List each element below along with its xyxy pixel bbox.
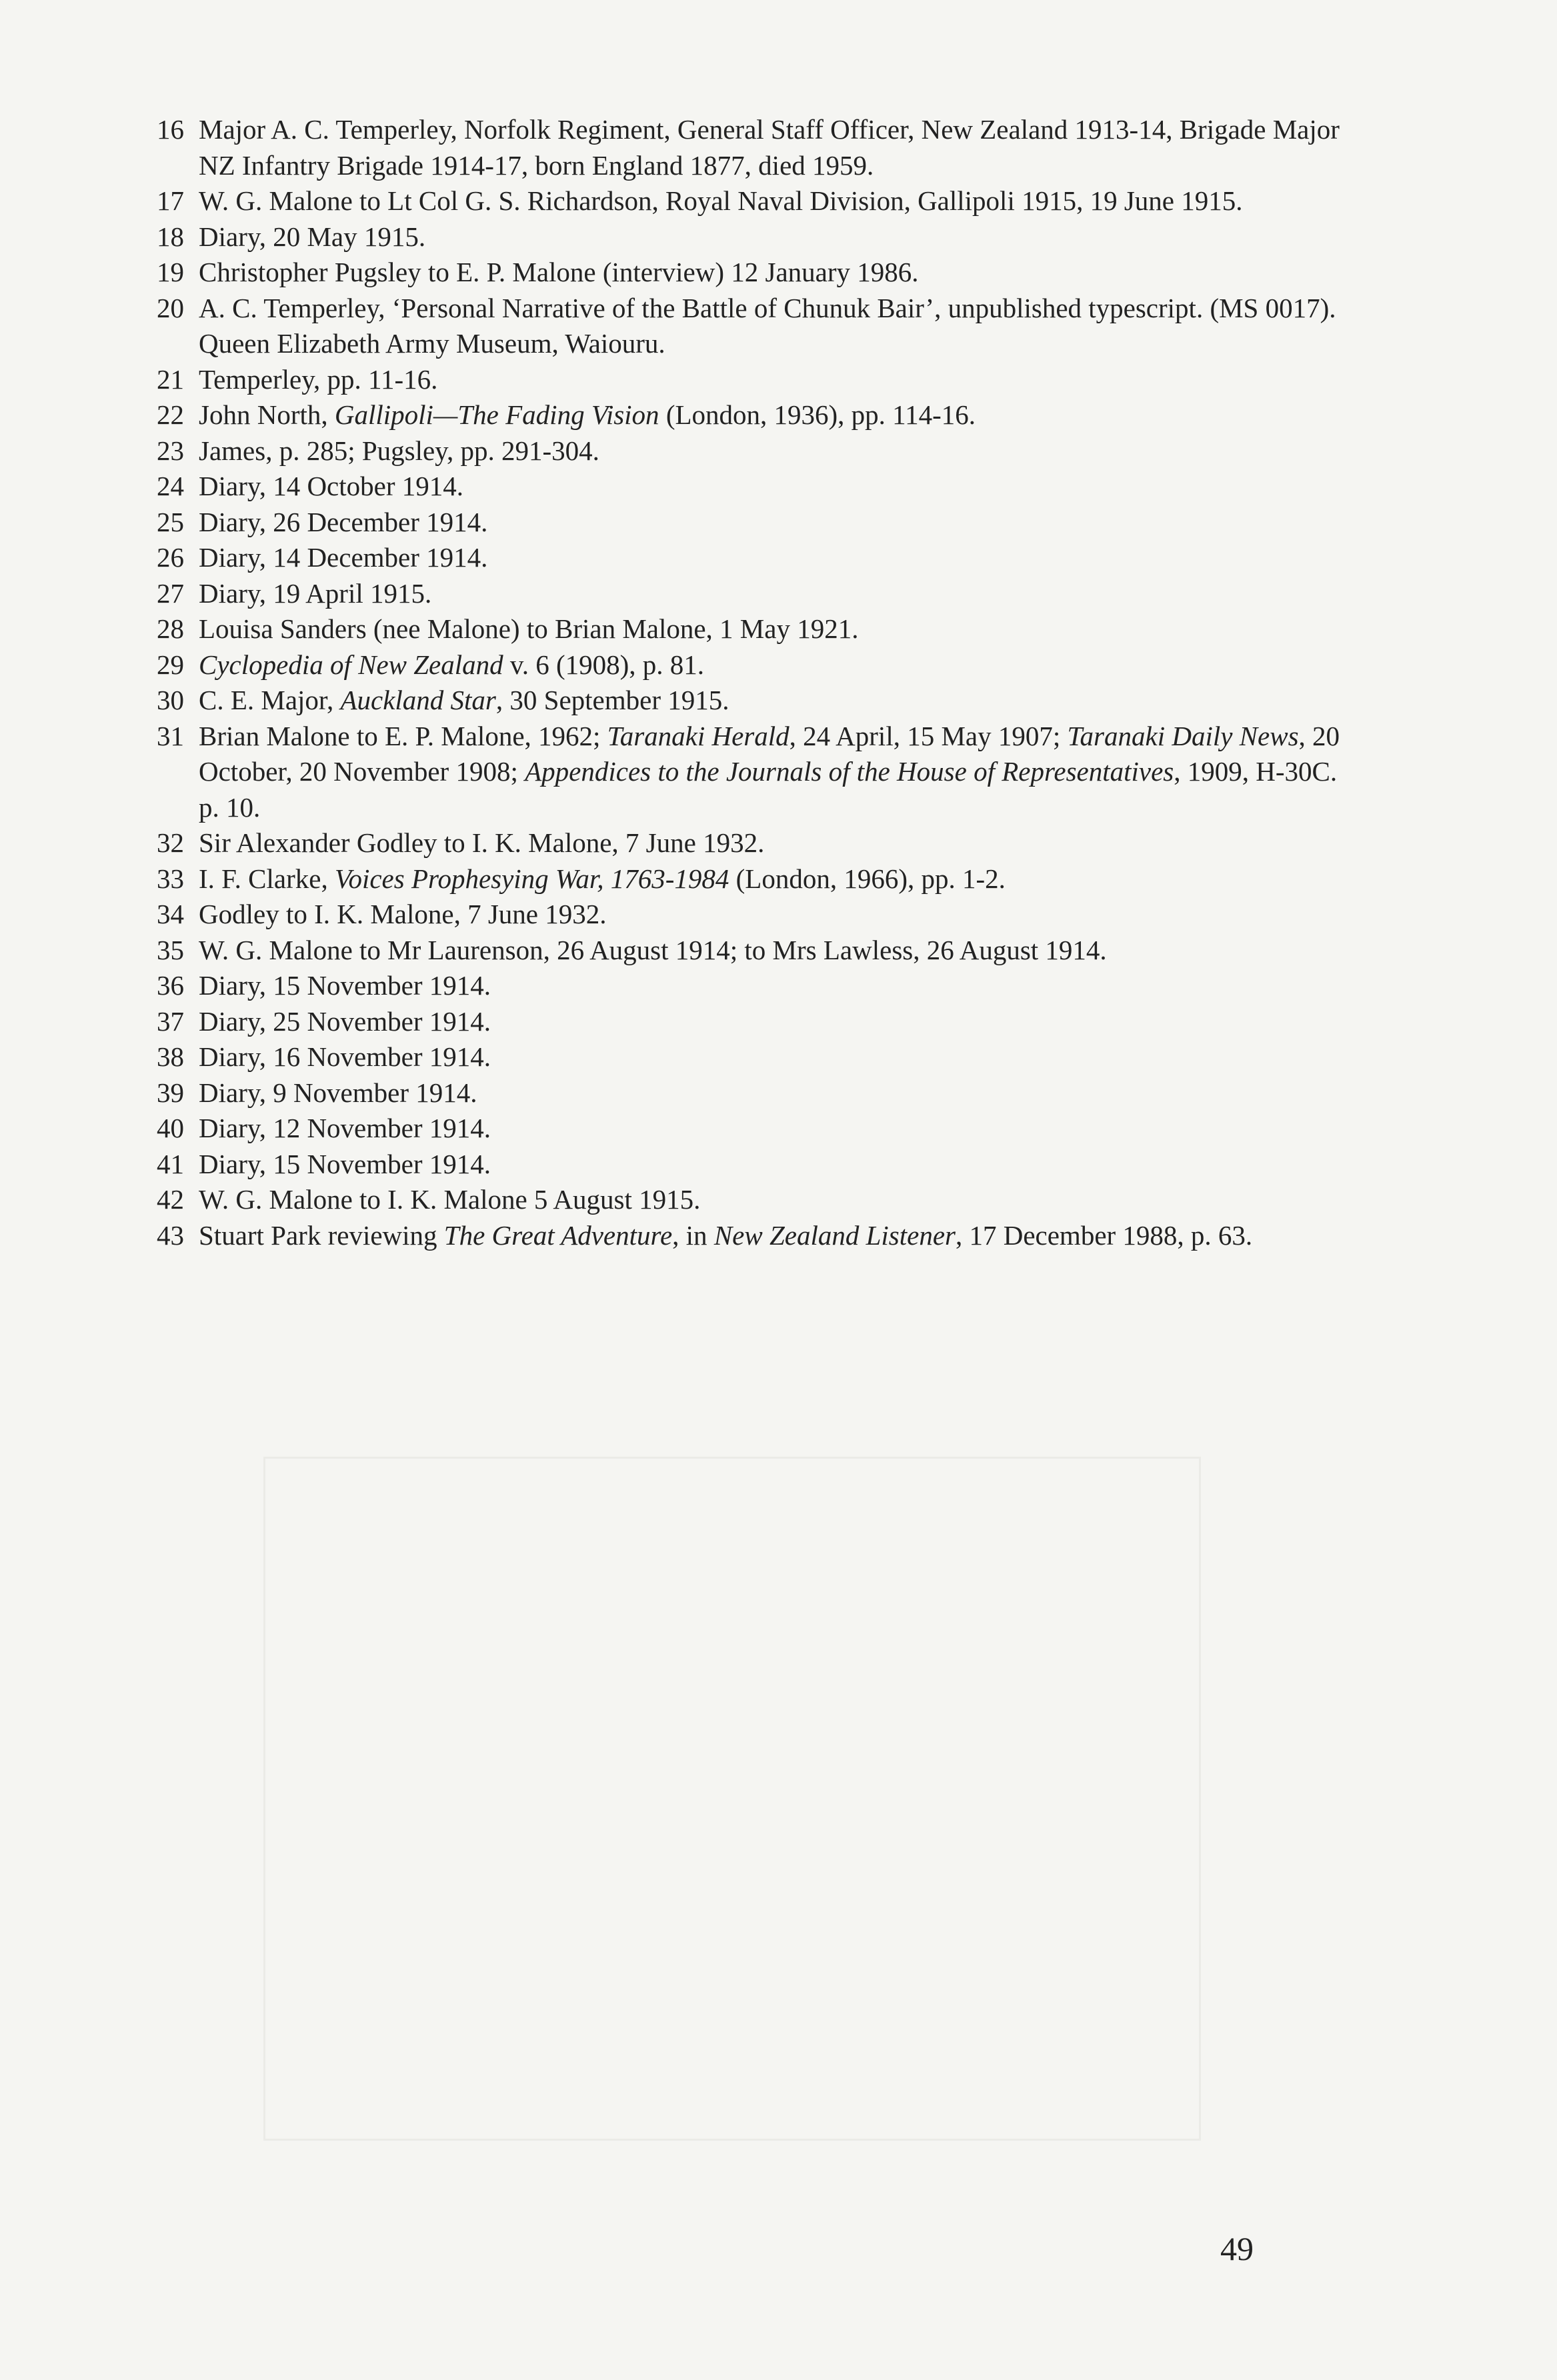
endnote-text	[199, 221, 425, 252]
endnote-number: 43	[157, 1219, 184, 1251]
endnote-text	[199, 185, 1243, 216]
endnote-text-segment: (London, 1936), pp. 114-16.	[659, 399, 976, 430]
endnote-number: 31	[157, 720, 184, 751]
endnote-italic-title: Appendices to the Journals of the House of Representatives	[525, 756, 1174, 787]
endnote-text-segment: W. G. Malone to Mr Laurenson, 26 August 1914; to Mrs Lawless, 26 August 1914.	[199, 934, 1107, 965]
endnote-number: 21	[157, 363, 184, 395]
endnote-italic-title: Cyclopedia of New Zealand	[199, 649, 503, 680]
endnote-number: 35	[157, 934, 184, 965]
endnote-number: 17	[157, 185, 184, 216]
endnote-text	[199, 399, 976, 430]
endnote-34	[157, 897, 1357, 933]
endnote-italic-title: The Great Adventure	[443, 1219, 673, 1251]
endnote-text	[199, 1041, 491, 1072]
endnote-23	[157, 433, 1357, 469]
endnote-text-segment: Diary, 25 November 1914.	[199, 1005, 491, 1037]
endnote-text	[199, 863, 1006, 894]
endnote-text-segment: Diary, 26 December 1914.	[199, 506, 488, 537]
endnote-text	[199, 649, 704, 680]
endnote-text-segment: W. G. Malone to Lt Col G. S. Richardson, Royal Naval Division, Gallipoli 1915, 19 June 1915.	[199, 185, 1243, 216]
endnote-number: 33	[157, 863, 184, 894]
endnote-17	[157, 183, 1357, 219]
endnote-text-segment: I. F. Clarke,	[199, 863, 335, 894]
endnote-text	[199, 1006, 491, 1037]
endnote-number: 26	[157, 542, 184, 573]
endnote-number: 29	[157, 649, 184, 680]
endnote-number: 24	[157, 471, 184, 501]
endnote-text-segment: Christopher Pugsley to E. P. Malone (interview) 12 January 1986.	[199, 257, 919, 287]
endnote-41	[157, 1147, 1357, 1183]
endnote-text-segment: A. C. Temperley, ‘Personal Narrative of the Battle of Chunuk Bair’, unpublished typescript. (MS 0017). Queen Elizabeth Army Museum, Waiouru.	[199, 292, 1336, 359]
endnote-text-segment: , in	[672, 1219, 714, 1251]
endnote-31	[157, 719, 1357, 826]
endnote-number: 37	[157, 1005, 184, 1037]
endnote-text-segment: Stuart Park reviewing	[199, 1219, 444, 1251]
endnote-text-segment: Diary, 16 November 1914.	[199, 1041, 491, 1072]
endnote-text	[199, 1149, 491, 1179]
endnote-21	[157, 362, 1357, 398]
endnote-42	[157, 1182, 1357, 1218]
endnote-text	[199, 114, 1340, 181]
endnote-text-segment: W. G. Malone to I. K. Malone 5 August 1915.	[199, 1184, 701, 1215]
endnote-italic-title: Taranaki Herald	[607, 720, 790, 751]
endnote-italic-title: Taranaki Daily News	[1067, 720, 1299, 751]
endnote-38	[157, 1039, 1357, 1075]
endnote-18	[157, 219, 1357, 255]
endnote-text-segment: Louisa Sanders (nee Malone) to Brian Malone, 1 May 1921.	[199, 613, 859, 644]
endnote-number: 22	[157, 399, 184, 430]
endnote-text	[199, 721, 1340, 823]
endnote-19	[157, 255, 1357, 291]
endnote-30	[157, 683, 1357, 719]
endnote-text-segment: Diary, 15 November 1914.	[199, 970, 491, 1001]
endnote-number: 36	[157, 970, 184, 1001]
endnote-number: 23	[157, 435, 184, 466]
endnote-text-segment: Diary, 15 November 1914.	[199, 1148, 491, 1179]
endnote-32	[157, 825, 1357, 861]
endnote-16	[157, 112, 1357, 183]
endnote-number: 38	[157, 1041, 184, 1072]
endnote-text	[199, 613, 858, 644]
endnote-text-segment: Sir Alexander Godley to I. K. Malone, 7 June 1932.	[199, 827, 765, 858]
endnote-text	[199, 542, 487, 573]
endnote-text-segment: Diary, 9 November 1914.	[199, 1077, 477, 1108]
endnote-italic-title: Gallipoli—The Fading Vision	[334, 399, 659, 430]
endnote-text-segment: Major A. C. Temperley, Norfolk Regiment, General Staff Officer, New Zealand 1913-14, Brigade Major NZ Infantry Brigade 1914-17, born England 1877, died 1959.	[199, 114, 1340, 181]
endnote-29	[157, 647, 1357, 683]
endnote-text-segment: , 17 December 1988, p. 63.	[955, 1219, 1253, 1251]
endnote-number: 39	[157, 1077, 184, 1108]
endnote-text-segment: , 30 September 1915.	[495, 685, 729, 715]
endnote-text-segment: C. E. Major,	[199, 685, 341, 715]
endnote-text	[199, 899, 607, 929]
endnote-25	[157, 505, 1357, 541]
endnote-text	[199, 471, 463, 501]
endnote-20	[157, 291, 1357, 362]
endnote-28	[157, 611, 1357, 647]
endnote-italic-title: Voices Prophesying War, 1763-1984	[334, 863, 729, 894]
endnote-text	[199, 1077, 477, 1108]
endnote-number: 41	[157, 1148, 184, 1179]
endnote-text	[199, 1113, 491, 1143]
endnote-number: 28	[157, 613, 184, 644]
show-through-box	[263, 1457, 1201, 2141]
endnote-text	[199, 935, 1107, 965]
endnote-text-segment: Diary, 14 October 1914.	[199, 471, 463, 501]
endnote-24	[157, 469, 1357, 505]
endnote-text	[199, 293, 1336, 359]
endnote-number: 42	[157, 1184, 184, 1215]
endnote-43	[157, 1218, 1357, 1254]
endnote-text-segment: Godley to I. K. Malone, 7 June 1932.	[199, 899, 607, 929]
endnote-italic-title: New Zealand Listener	[713, 1219, 956, 1251]
endnote-text-segment: Diary, 12 November 1914.	[199, 1113, 491, 1143]
endnote-39	[157, 1075, 1357, 1111]
endnote-italic-title: Auckland Star	[340, 685, 496, 715]
endnote-number: 16	[157, 114, 184, 145]
endnote-text-segment: Brian Malone to E. P. Malone, 1962;	[199, 720, 607, 751]
endnote-text-segment: , 1909, H-30C. p. 10.	[199, 756, 1338, 823]
endnote-number: 20	[157, 292, 184, 323]
endnote-number: 32	[157, 827, 184, 858]
endnote-text	[199, 435, 599, 466]
endnote-36	[157, 968, 1357, 1004]
endnote-text-segment: , 24 April, 15 May 1907;	[789, 720, 1068, 751]
endnote-text	[199, 1220, 1252, 1251]
endnote-number: 18	[157, 221, 184, 252]
endnote-text	[199, 507, 487, 537]
endnote-number: 30	[157, 685, 184, 715]
endnote-22	[157, 397, 1357, 433]
endnote-number: 19	[157, 257, 184, 287]
endnote-text-segment: Diary, 14 December 1914.	[199, 542, 488, 573]
endnote-text	[199, 257, 919, 287]
endnote-text-segment: v. 6 (1908), p. 81.	[503, 649, 705, 680]
endnote-number: 34	[157, 899, 184, 929]
endnote-number: 25	[157, 506, 184, 537]
endnote-text-segment: Diary, 19 April 1915.	[199, 577, 432, 609]
endnote-text-segment: , 20 October, 20 November 1908;	[199, 720, 1340, 787]
endnote-text	[199, 1184, 700, 1215]
endnote-text	[199, 364, 437, 395]
endnote-text	[199, 685, 729, 715]
endnote-text-segment: (London, 1966), pp. 1-2.	[729, 863, 1006, 894]
endnote-number: 40	[157, 1113, 184, 1143]
endnote-text	[199, 827, 764, 858]
endnote-26	[157, 540, 1357, 576]
endnote-40	[157, 1111, 1357, 1147]
page-number: 49	[1220, 2230, 1254, 2267]
endnote-35	[157, 933, 1357, 969]
endnotes-list	[157, 112, 1357, 1253]
endnote-text-segment: Diary, 20 May 1915.	[199, 221, 426, 252]
endnote-33	[157, 861, 1357, 897]
endnote-text-segment: James, p. 285; Pugsley, pp. 291-304.	[199, 435, 599, 466]
endnote-37	[157, 1004, 1357, 1040]
endnote-27	[157, 576, 1357, 612]
endnote-text-segment: Temperley, pp. 11-16.	[199, 363, 438, 395]
endnote-text	[199, 578, 431, 609]
endnote-number: 27	[157, 577, 184, 609]
endnote-text-segment: John North,	[199, 399, 335, 430]
endnote-text	[199, 970, 491, 1001]
